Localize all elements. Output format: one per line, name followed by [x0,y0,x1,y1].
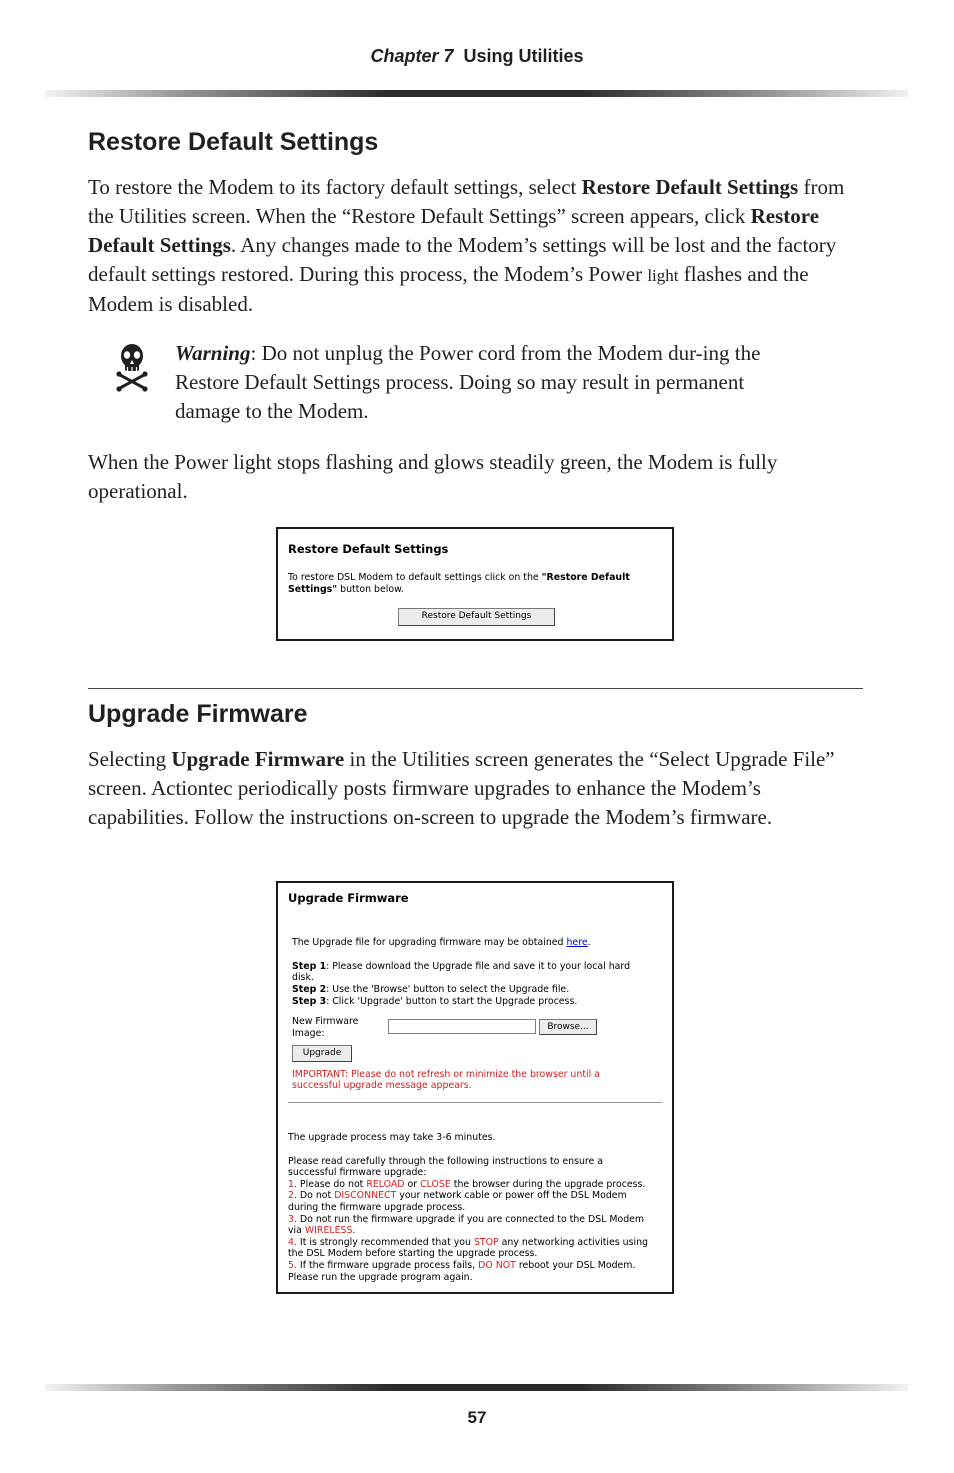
step2-text: Step 2: Use the 'Browse' button to select the Upgrade file. [292,984,570,995]
instruction-4: 4. It is strongly recommended that you STOP any networking activities using [288,1237,648,1248]
step3-text: Step 3: Click 'Upgrade' button to start the Upgrade process. [292,996,578,1007]
restore-screen-title: Restore Default Settings [288,542,449,556]
instruction-2-cont: during the firmware upgrade process. [288,1202,466,1213]
step1-text: Step 1: Please download the Upgrade file and save it to your local hard [292,961,631,972]
chapter-header [0,46,954,67]
browse-button[interactable]: Browse... [539,1019,597,1035]
important-notice-line1: IMPORTANT: Please do not refresh or minimize the browser until a [292,1069,600,1080]
instruction-3-cont: via WIRELESS. [288,1225,356,1236]
instructions-intro-1: Please read carefully through the following instructions to ensure a [288,1156,604,1167]
obtain-file-text: The Upgrade file for upgrading firmware may be obtained here. [292,937,591,948]
upgrade-duration-text: The upgrade process may take 3-6 minutes. [288,1132,496,1143]
new-firmware-label-2: Image: [292,1028,325,1039]
instruction-1: 1. Please do not RELOAD or CLOSE the browser during the upgrade process. [288,1179,646,1190]
warning-note: Warning: Do not unplug the Power cord from the Modem dur-ing the Restore Default Settings process. Doing so may result in permanent damage to the Modem. [175,341,761,423]
here-link[interactable]: here [566,937,588,948]
skull-crossbones-icon [112,340,152,392]
upgrade-firmware-screenshot [276,881,674,1294]
page-number: 57 [467,1408,487,1427]
firmware-file-input[interactable] [388,1019,536,1034]
chapter-number: Chapter 7 [370,46,454,66]
restore-settings-screenshot [276,527,674,641]
section-heading-restore: Restore Default Settings [88,128,379,156]
important-notice-line2: successful upgrade message appears. [292,1080,472,1091]
section-divider [88,688,863,689]
upgrade-paragraph: Selecting Upgrade Firmware in the Utilities screen generates the “Select Upgrade File” screen. Actiontec periodically posts firmware upgrades to enhance the Modem’s capabilities. Follow the instructions on-screen to upgrade the Modem’s firmware. [88,747,835,829]
instructions-intro-2: successful firmware upgrade: [288,1167,427,1178]
new-firmware-label-1: New Firmware [292,1016,359,1027]
upgrade-screen-title: Upgrade Firmware [288,891,409,905]
power-light-paragraph: When the Power light stops flashing and glows steadily green, the Modem is fully operational. [88,450,778,503]
restore-screen-text-line2: Settings" button below. [288,584,404,595]
step1-text-cont: disk. [292,972,314,983]
instruction-2: 2. Do not DISCONNECT your network cable or power off the DSL Modem [288,1190,627,1201]
instruction-5-cont: Please run the upgrade program again. [288,1272,473,1283]
restore-default-settings-button[interactable]: Restore Default Settings [398,608,555,626]
warning-label: Warning [175,341,251,365]
restore-screen-text-line1: To restore DSL Modem to default settings click on the "Restore Default [288,572,630,583]
chapter-title: Using Utilities [463,46,584,66]
restore-paragraph: To restore the Modem to its factory default settings, select Restore Default Settings from the Utilities screen. When the “Restore Default Settings” screen appears, click Restore Default Settings. Any changes made to the Modem’s settings will be lost and the factory default settings restored. During this process, the Modem’s Power light flashes and the Modem is disabled. [88,175,845,316]
header-rule [45,90,908,97]
screenshot-divider [288,1102,662,1103]
instruction-4-cont: the DSL Modem before starting the upgrade process. [288,1248,538,1259]
instruction-5: 5. If the firmware upgrade process fails, DO NOT reboot your DSL Modem. [288,1260,636,1271]
footer-rule [45,1384,908,1391]
instruction-3: 3. Do not run the firmware upgrade if you are connected to the DSL Modem [288,1214,645,1225]
upgrade-button[interactable]: Upgrade [292,1045,352,1062]
section-heading-upgrade: Upgrade Firmware [88,700,308,728]
